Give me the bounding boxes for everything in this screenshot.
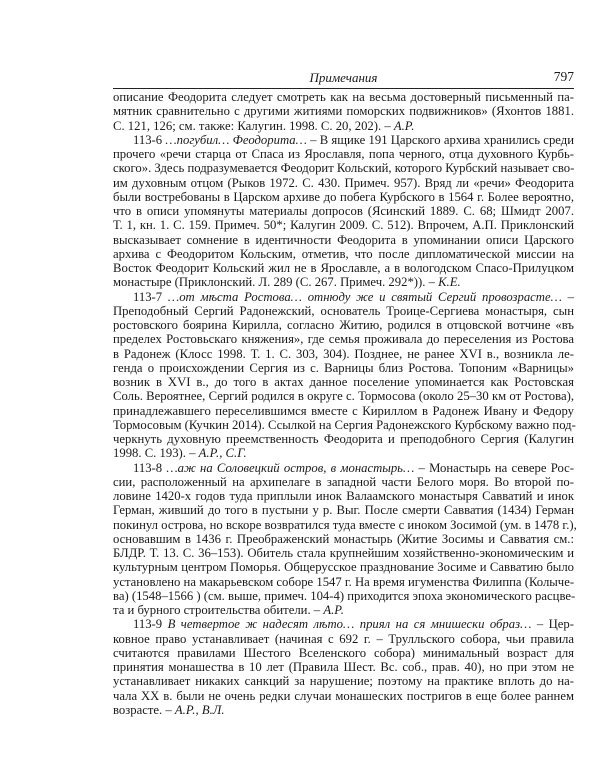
text-line (113, 133, 574, 147)
text-line (113, 375, 574, 389)
text-segment: что в описи упомянуты материалы допросов (Ясинский 1889. С. 68; Шмидт 2007. (113, 204, 574, 218)
text-line (113, 461, 574, 475)
italic-text: А.Р. (393, 118, 415, 133)
text-line (113, 347, 574, 361)
text-segment: принятия монашества в 10 лет (Правила Шест. Вс. соб., прав. 40), но при этом не (113, 660, 574, 674)
text-line (113, 190, 574, 204)
text-segment: им духовным отцом (Рыков 1972. С. 430. Примеч. 957). Вряд ли «речи» Феодорита (113, 175, 574, 190)
text-segment: принадлежавшего переселившимся вместе с Кириллом в Радонеж Ивану и Федору (113, 403, 574, 418)
text-segment: ростовского боярина Кирилла, согласно Житию, родился в отцовской вотчине «въ (113, 318, 574, 332)
text-segment: устанавливает никаких санкций за нарушение; поэтому на практике вплоть до на- (113, 674, 574, 689)
text-line (113, 674, 574, 688)
text-line (113, 617, 574, 631)
text-segment: черкнуть духовную преемственность Феодорита и преподобного Сергия (Калугин (113, 432, 574, 446)
text-segment: мятник сравнительно с другими житиями поморских подвижников» (Яхонтов 1881. (113, 104, 574, 119)
text-segment: 1998. С. 193). – (113, 446, 199, 461)
text-segment: Восток Феодорит Кольский жил не в Ярославле, а в вологодском Спасо-Прилуцком (113, 261, 574, 275)
text-line (113, 176, 574, 190)
notes-body (113, 90, 577, 717)
text-line (113, 646, 574, 660)
text-segment: генда о происхождении Сергия из с. Варницы близ Ростова. Топоним «Варницы» (113, 360, 574, 375)
text-line (113, 147, 574, 161)
text-segment: описание Феодорита следует смотреть как на весьма достоверный письменный па- (113, 90, 574, 104)
text-segment: высказывает сомнение в идентичности Феодорита в упоминании описи Царского (113, 232, 574, 247)
text-segment: – Монастырь на севере Рос- (414, 460, 574, 475)
text-line (113, 575, 574, 589)
italic-text: А.Р., В.Л. (174, 702, 225, 717)
text-segment: возрасте. – (113, 702, 175, 717)
text-line (113, 532, 574, 546)
text-segment: монастыре (Приклонский. Л. 289 (С. 267. Примеч. 292*)). – (113, 275, 439, 290)
italic-text: …от мѣста Ростова… отнюду же и святый Сергий провозрасте… (167, 289, 562, 304)
text-segment: – Цер- (531, 617, 574, 632)
text-segment: сии, расположенный на архипелаге в западной части Белого моря. Во второй по- (113, 474, 574, 489)
text-line (113, 361, 574, 375)
text-line (113, 632, 574, 646)
text-segment: Преподобный Сергий Радонежский, основатель Троице-Сергиева монастыря, сын (113, 303, 574, 318)
text-line (113, 546, 574, 560)
text-segment: ковное право устанавливает (начиная с 692 г. – Трулльского собора, чьи правила (113, 631, 574, 646)
text-line (113, 247, 574, 261)
text-line (113, 489, 574, 503)
note-paragraph (113, 290, 574, 461)
note-paragraph (113, 90, 574, 133)
text-segment: архива с Феодоритом Кольским, отметив, что после дипломатической миссии на (113, 246, 574, 261)
text-line (113, 432, 574, 446)
running-header (113, 68, 574, 89)
text-line (113, 475, 574, 489)
text-line (113, 689, 574, 703)
note-paragraph (113, 133, 574, 290)
text-line (113, 389, 574, 403)
text-line (113, 703, 574, 717)
text-segment: Тормосовым (Кучкин 2014). Ссылкой на Сергия Радонежского Курбскому важно под- (113, 417, 576, 432)
text-line (113, 204, 574, 218)
text-segment: культурным центром Поморья. Общерусское празднование Зосиме и Савватию было (113, 560, 574, 575)
text-segment: та и бурного строительства обители. – (113, 603, 324, 617)
text-segment: Т. 1, кн. 1. С. 159. Примеч. 50*; Калугин 2009. С. 512). Впрочем, А.П. Приклонский (113, 218, 574, 233)
text-segment: С. 121, 126; см. также: Калугин. 1998. С. 20, 202). – (113, 118, 394, 133)
text-segment: покинул острова, но вскоре возвратился туда вместе с иноком Зосимой (ум. в 1478 г.), (113, 517, 577, 532)
running-title: Примечания (309, 70, 378, 85)
text-segment: считаются правилами Шестого Вселенского собора) минимальный возраст для (113, 645, 574, 660)
text-segment: – (561, 289, 574, 304)
text-line (113, 517, 577, 532)
text-line (113, 161, 574, 175)
text-segment: ва) (1548–1566 ) (см. выше, примеч. 104-4) приходится эпоха экономического расцве- (113, 588, 576, 603)
text-line (113, 261, 574, 275)
text-line (113, 318, 574, 332)
page-number: 797 (553, 69, 574, 84)
italic-text: В четвертое ж надесят лѣто… приял на ся мнишески образ… (167, 617, 532, 632)
text-line (113, 90, 574, 104)
text-segment: в Радонеж (Клосс 1998. Т. 1. С. 303, 304). Позднее, не ранее XVI в., возникла ле- (113, 346, 574, 361)
note-paragraph (113, 460, 577, 618)
text-line (113, 560, 574, 574)
text-line (113, 589, 574, 603)
text-line (113, 218, 574, 232)
text-line (113, 446, 574, 460)
text-line (113, 119, 574, 133)
text-segment: возник в XVI в., до того в актах данное поселение упоминается как Ростовская (113, 375, 574, 389)
text-line (113, 660, 574, 674)
text-line (113, 603, 574, 617)
text-segment: пределех Ростовьскаго княжения», где семья проживала до переселения из Ростова (113, 332, 574, 347)
text-segment: – В ящике 191 Царского архива хранились среди (306, 132, 574, 147)
italic-text: …аж на Соловецкий остров, в монастырь… (166, 460, 415, 475)
text-line (113, 503, 574, 517)
text-segment: 113-6 (133, 132, 166, 147)
text-line (113, 418, 574, 432)
italic-text: А.Р. (323, 603, 344, 617)
text-line (113, 332, 574, 346)
text-line (113, 404, 574, 418)
text-line (113, 304, 574, 318)
text-line (113, 290, 574, 304)
text-segment: ского». Здесь подразумевается Феодорит Кольский, которого Курбский называет сво- (113, 161, 575, 176)
text-line (113, 233, 574, 247)
text-segment: прочего «речи старца от Спаса из Ярославля, попа черного, отца духовного Курбь- (113, 147, 574, 161)
text-segment: чала XX в. были не очень редки случаи монашеских постригов в еще более раннем (113, 688, 574, 703)
text-segment: ловине 1420-х годов туда приплыли инок Валаамского монастыря Савватий и инок (113, 489, 574, 503)
note-paragraph (113, 617, 574, 717)
italic-text: А.Р., С.Г. (198, 446, 247, 461)
text-line (113, 104, 574, 118)
text-segment: 113-9 (133, 617, 168, 632)
text-segment: БЛДР. Т. 13. С. 36–153). Обитель стала крупнейшим хозяйственно-экономическим и (113, 546, 574, 560)
text-segment: основавшим в 1436 г. Преображенский монастырь (Житие Зосимы и Савватия см.: (113, 531, 574, 546)
italic-text: К.Е. (438, 275, 461, 290)
text-segment: 113-8 (133, 460, 167, 475)
italic-text: …погубил… Феодорита… (165, 132, 307, 147)
text-segment: 113-7 (133, 289, 168, 304)
text-segment: Герман, живший до того в пустыни у р. Выг. После смерти Савватия (1434) Герман (113, 503, 574, 518)
text-segment: были востребованы в Царском архиве до побега Курбского в 1564 г. Более вероятно, (113, 189, 574, 204)
text-line (113, 275, 574, 289)
text-segment: установлено на макарьевском соборе 1547 г. На время игуменства Филиппа (Колыче- (113, 574, 575, 589)
text-segment: Соль. Вероятнее, Сергий родился в округе с. Тормосова (около 25–30 км от Ростова), (113, 389, 574, 404)
